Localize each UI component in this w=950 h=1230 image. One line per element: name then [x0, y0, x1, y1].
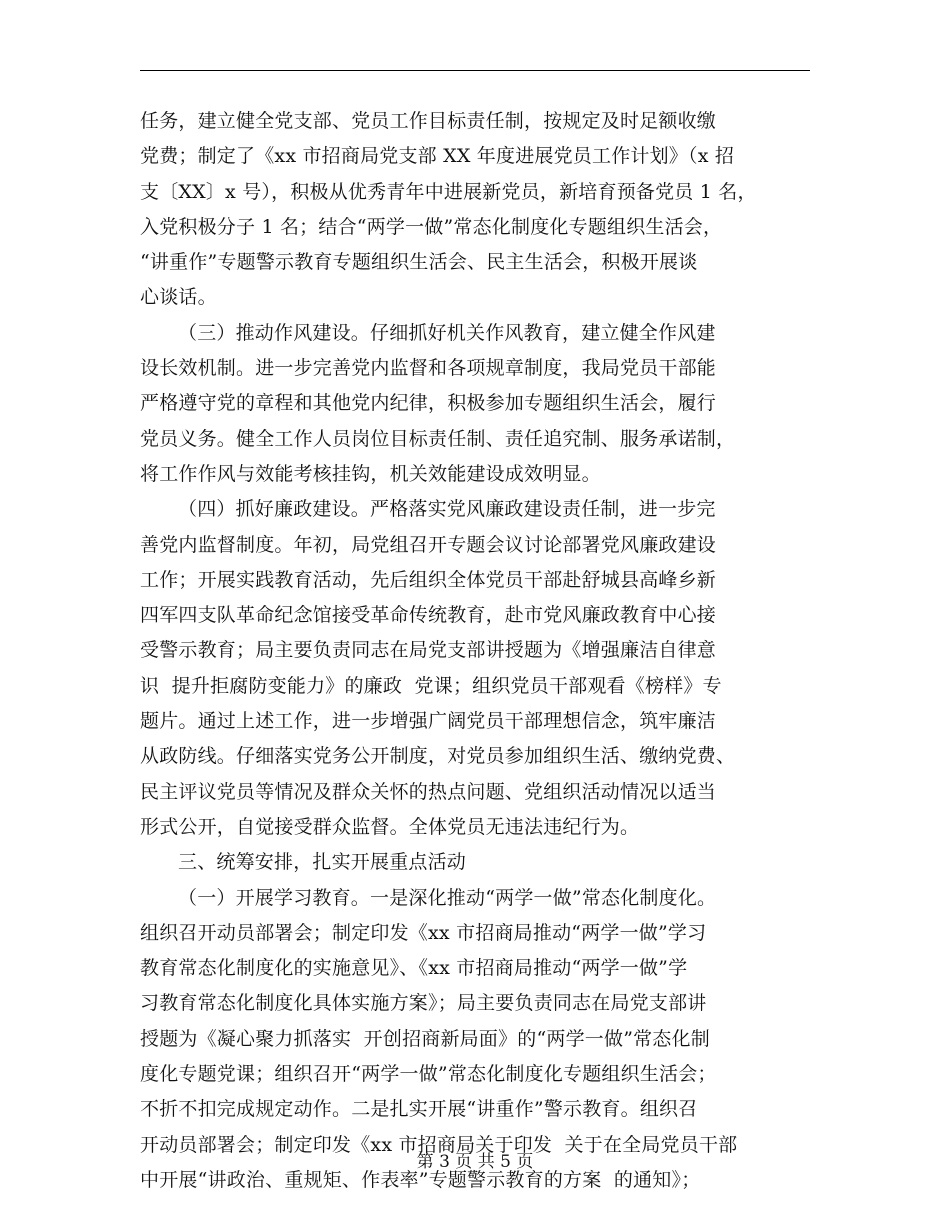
text-line: 民主评议党员等情况及群众关怀的热点问题、党组织活动情况以适当 — [140, 780, 717, 803]
text-line: 善党内监督制度。年初，局党组召开专题会议讨论部署党风廉政建设 — [140, 533, 717, 556]
text-line: 设长效机制。进一步完善党内监督和各项规章制度，我局党员干部能 — [140, 357, 717, 380]
page-number-footer: 第 3 页 共 5 页 — [416, 1152, 534, 1172]
text-line: 任务，建立健全党支部、党员工作目标责任制，按规定及时足额收缴 — [140, 110, 717, 132]
text-line: 教育常态化制度化的实施意见》、《xx 市招商局推动“两学一做”学 — [140, 957, 688, 980]
text-line: 将工作作风与效能考核挂钩，机关效能建设成效明显。 — [140, 462, 601, 485]
text-line: 四军四支队革命纪念馆接受革命传统教育，赴市党风廉政教育中心接 — [140, 604, 717, 627]
text-line: 中开展“讲政治、重规矩、作表率”专题警示教育的方案 的通知》； — [140, 1168, 701, 1191]
text-line: 受警示教育；局主要负责同志在局党支部讲授题为《增强廉洁自律意 — [140, 639, 717, 662]
text-line: 题片。通过上述工作，进一步增强广阔党员干部理想信念，筑牢廉洁 — [140, 710, 717, 733]
text-line: 党员义务。健全工作人员岗位目标责任制、责任追究制、服务承诺制， — [140, 427, 736, 450]
text-line: （三）推动作风建设。仔细抓好机关作风教育，建立健全作风建 — [178, 321, 716, 344]
text-line: 支〔XX〕x 号），积极从优秀青年中进展新党员，新培育预备党员 1 名， — [140, 180, 757, 203]
text-line: 习教育常态化制度化具体实施方案》；局主要负责同志在局党支部讲 — [140, 992, 707, 1015]
text-line: “讲重作”专题警示教育专题组织生活会、民主生活会，积极开展谈 — [140, 251, 698, 274]
text-line: 授题为《凝心聚力抓落实 开创招商新局面》的“两学一做”常态化制 — [140, 1027, 710, 1050]
text-line: 组织召开动员部署会；制定印发《xx 市招商局推动“两学一做”学习 — [140, 921, 707, 944]
text-line: 心谈话。 — [140, 286, 217, 309]
document-body — [140, 104, 810, 1198]
text-line: 入党积极分子 1 名；结合“两学一做”常态化制度化专题组织生活会， — [140, 215, 723, 238]
header-rule — [140, 70, 810, 71]
text-line: （四）抓好廉政建设。严格落实党风廉政建设责任制，进一步完 — [178, 498, 716, 521]
text-line: 不折不扣完成规定动作。二是扎实开展“讲重作”警示教育。组织召 — [140, 1098, 698, 1121]
text-line: 度化专题党课；组织召开“两学一做”常态化制度化专题组织生活会； — [140, 1063, 717, 1086]
text-line: 工作；开展实践教育活动，先后组织全体党员干部赴舒城县高峰乡新 — [140, 568, 717, 591]
text-line: （一）开展学习教育。一是深化推动“两学一做”常态化制度化。 — [178, 886, 717, 909]
text-line: 党费；制定了《xx 市招商局党支部 XX 年度进展党员工作计划》（x 招 — [140, 145, 735, 168]
text-line: 开动员部署会；制定印发《xx 市招商局关于印发 关于在全局党员干部 — [140, 1133, 738, 1156]
text-line: 识 提升拒腐防变能力》的廉政 党课；组织党员干部观看《榜样》专 — [140, 674, 722, 697]
text-line: 从政防线。仔细落实党务公开制度，对党员参加组织生活、缴纳党费、 — [140, 745, 736, 768]
text-line: 严格遵守党的章程和其他党内纪律，积极参加专题组织生活会，履行 — [140, 392, 717, 415]
text-line: 三、统筹安排，扎实开展重点活动 — [178, 851, 467, 874]
text-line: 形式公开，自觉接受群众监督。全体党员无违法违纪行为。 — [140, 815, 640, 838]
